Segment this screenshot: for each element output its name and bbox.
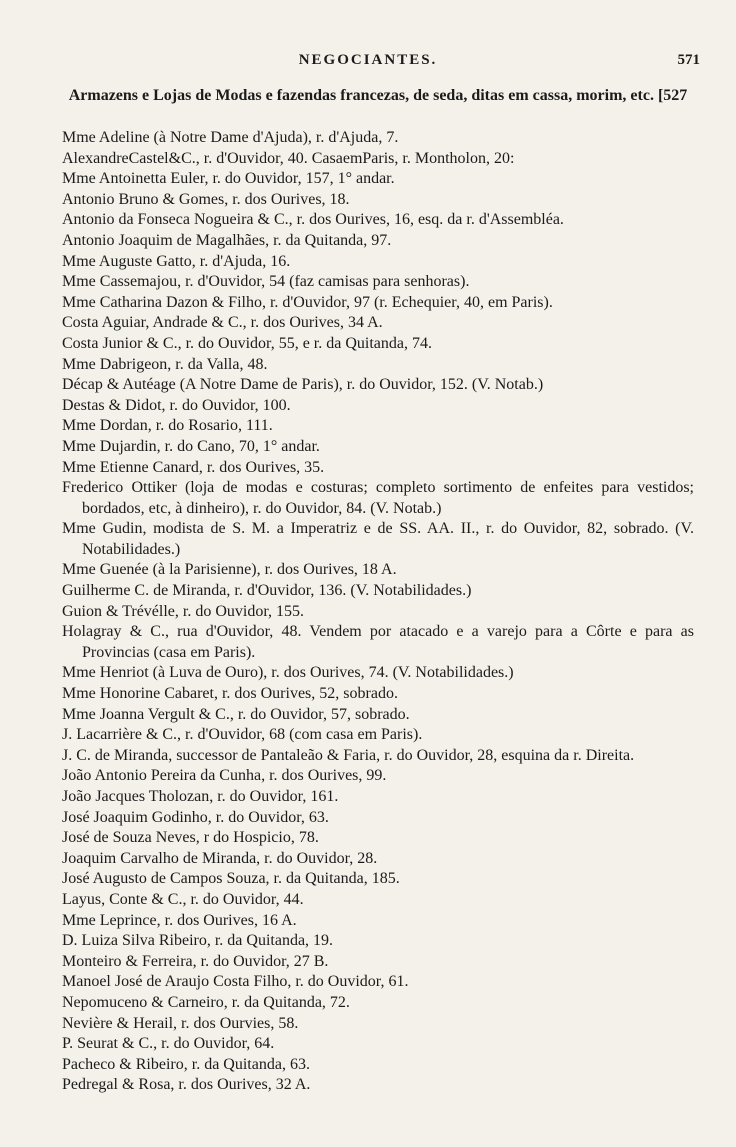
merchant-entry: Mme Joanna Vergult & C., r. do Ouvidor, 57, sobrado.: [62, 705, 410, 723]
merchant-entry: Layus, Conte & C., r. do Ouvidor, 44.: [62, 890, 304, 908]
merchant-entry: Nevière & Herail, r. dos Ourvies, 58.: [62, 1014, 299, 1032]
merchant-entry: Mme Gudin, modista de S. M. a Imperatriz e de SS. AA. II., r. do Ouvidor, 82, sobrado. (V. Notabilidades.): [62, 520, 694, 558]
merchant-entry: Joaquim Carvalho de Miranda, r. do Ouvidor, 28.: [62, 849, 378, 867]
merchant-entry: J. Lacarrière & C., r. d'Ouvidor, 68 (com casa em Paris).: [62, 726, 423, 744]
merchant-entry: Pedregal & Rosa, r. dos Ourives, 32 A.: [62, 1076, 311, 1094]
merchant-entry: Monteiro & Ferreira, r. do Ouvidor, 27 B.: [62, 952, 329, 970]
merchant-entry: P. Seurat & C., r. do Ouvidor, 64.: [62, 1035, 275, 1053]
merchant-entry: Frederico Ottiker (loja de modas e costuras; completo sortimento de enfeites para vestidos; bordados, etc, à dinheiro), r. do Ouvidor, 84. (V. Notab.): [62, 479, 694, 517]
merchant-entry: Décap & Autéage (A Notre Dame de Paris), r. do Ouvidor, 152. (V. Notab.): [62, 376, 544, 394]
merchant-entry: Antonio Bruno & Gomes, r. dos Ourives, 18.: [62, 190, 350, 208]
merchant-entry: Antonio da Fonseca Nogueira & C., r. dos Ourives, 16, esq. da r. d'Assembléa.: [62, 211, 564, 229]
merchant-entry: Antonio Joaquim de Magalhães, r. da Quitanda, 97.: [62, 231, 392, 249]
merchant-entry: Mme Honorine Cabaret, r. dos Ourives, 52, sobrado.: [62, 685, 398, 703]
merchant-entry: Guion & Trévélle, r. do Ouvidor, 155.: [62, 602, 305, 620]
page-header: [0, 49, 736, 75]
merchant-entry: Mme Antoinetta Euler, r. do Ouvidor, 157, 1° andar.: [62, 170, 395, 188]
merchant-entry: Destas & Didot, r. do Ouvidor, 100.: [62, 396, 291, 414]
merchant-entry: Mme Dabrigeon, r. da Valla, 48.: [62, 355, 268, 373]
merchant-entry: João Antonio Pereira da Cunha, r. dos Ourives, 99.: [62, 767, 387, 785]
merchant-entry: José Augusto de Campos Souza, r. da Quitanda, 185.: [62, 870, 400, 888]
merchant-entry: Nepomuceno & Carneiro, r. da Quitanda, 72.: [62, 993, 350, 1011]
merchant-entry: Mme Guenée (à la Parisienne), r. dos Ourives, 18 A.: [62, 561, 397, 579]
merchant-entry: Costa Junior & C., r. do Ouvidor, 55, e r. da Quitanda, 74.: [62, 334, 432, 352]
merchant-entry: Manoel José de Araujo Costa Filho, r. do Ouvidor, 61.: [62, 973, 409, 991]
merchant-entry: Mme Adeline (à Notre Dame d'Ajuda), r. d'Ajuda, 7.: [62, 129, 399, 146]
merchant-entry: João Jacques Tholozan, r. do Ouvidor, 161.: [62, 788, 339, 805]
merchant-list: [62, 128, 694, 1096]
merchant-entry: Mme Dujardin, r. do Cano, 70, 1° andar.: [62, 437, 320, 455]
merchant-entry: Guilherme C. de Miranda, r. d'Ouvidor, 136. (V. Notabilidades.): [62, 582, 472, 600]
merchant-entry: José de Souza Neves, r do Hospicio, 78.: [62, 829, 319, 847]
merchant-entry: Costa Aguiar, Andrade & C., r. dos Ourives, 34 A.: [62, 314, 383, 332]
merchant-entry: Mme Dordan, r. do Rosario, 111.: [62, 417, 273, 435]
merchant-entry: Pacheco & Ribeiro, r. da Quitanda, 63.: [62, 1055, 310, 1073]
section-heading: Armazens e Lojas de Modas e fazendas francezas, de seda, ditas em cassa, morim, etc. [527: [68, 87, 688, 104]
running-title: NEGOCIANTES.: [298, 52, 438, 68]
merchant-entry: José Joaquim Godinho, r. do Ouvidor, 63.: [62, 808, 329, 826]
merchant-entry: Mme Etienne Canard, r. dos Ourives, 35.: [62, 458, 325, 476]
merchant-entry: Mme Catharina Dazon & Filho, r. d'Ouvidor, 97 (r. Echequier, 40, em Paris).: [62, 293, 553, 311]
merchant-entry: Mme Auguste Gatto, r. d'Ajuda, 16.: [62, 252, 291, 270]
page-number: 571: [677, 52, 700, 68]
merchant-entry: AlexandreCastel&C., r. d'Ouvidor, 40. CasaemParis, r. Montholon, 20:: [62, 149, 515, 167]
merchant-entry: Mme Leprince, r. dos Ourives, 16 A.: [62, 911, 297, 929]
merchant-entry: Holagray & C., rua d'Ouvidor, 48. Vendem por atacado e a varejo para a Côrte e para as Provincias (casa em Paris).: [62, 623, 694, 661]
merchant-entry: J. C. de Miranda, successor de Pantaleão & Faria, r. do Ouvidor, 28, esquina da r. Direita.: [62, 746, 635, 764]
merchant-entry: Mme Henriot (à Luva de Ouro), r. dos Ourives, 74. (V. Notabilidades.): [62, 664, 514, 682]
merchant-entry: D. Luiza Silva Ribeiro, r. da Quitanda, 19.: [62, 932, 334, 950]
merchant-entry: Mme Cassemajou, r. d'Ouvidor, 54 (faz camisas para senhoras).: [62, 273, 470, 291]
